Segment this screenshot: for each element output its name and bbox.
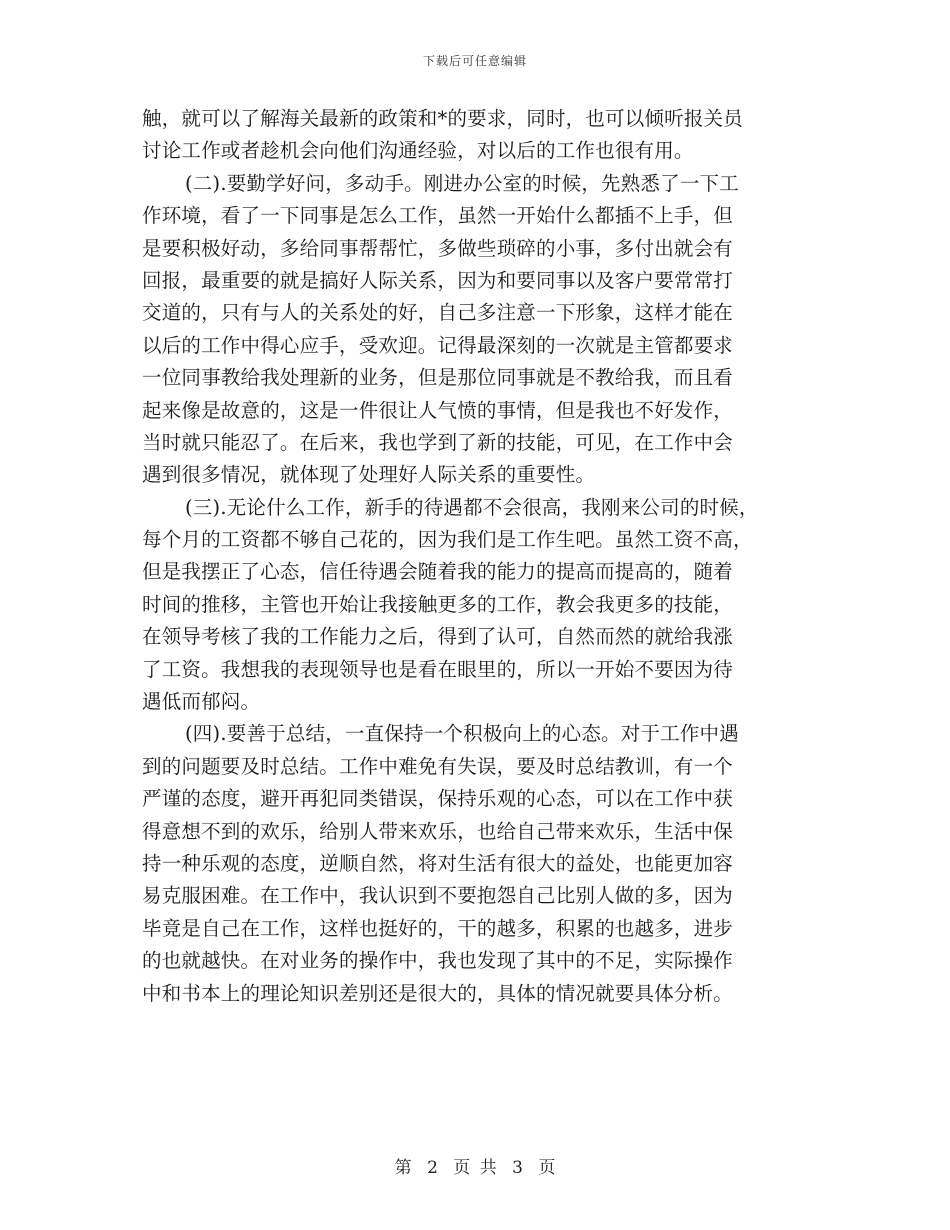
- paragraph-start-4: (四).要善于总结，一直保持一个积极向上的心态。对于工作中遇: [185, 722, 739, 746]
- text-line: 毕竟是自己在工作，这样也挺好的，干的越多，积累的也越多，进步: [142, 916, 734, 940]
- text-line: 中和书本上的理论知识差别还是很大的，具体的情况就要具体分析。: [142, 981, 734, 1005]
- text-line: 时间的推移，主管也开始让我接触更多的工作，教会我更多的技能，: [142, 592, 734, 616]
- text-line: 遇低而郁闷。: [142, 690, 261, 714]
- page-footer: [0, 1153, 950, 1178]
- text-line: 在领导考核了我的工作能力之后，得到了认可，自然而然的就给我涨: [142, 625, 734, 649]
- text-line: 持一种乐观的态度，逆顺自然，将对生活有很大的益处，也能更加容: [142, 851, 734, 875]
- page-header: 下载后可任意编辑: [422, 54, 527, 68]
- text-line: 每个月的工资都不够自己花的，因为我们是工作生吧。虽然工资不高，: [142, 528, 753, 552]
- paragraph-start-3: (三).无论什么工作，新手的待遇都不会很高，我刚来公司的时候，: [185, 495, 759, 519]
- text-line: 得意想不到的欢乐，给别人带来欢乐，也给自己带来欢乐，生活中保: [142, 819, 734, 843]
- paragraph-start-2: (二).要勤学好问，多动手。刚进办公室的时候，先熟悉了一下工: [185, 171, 739, 195]
- text-line: 严谨的态度，避开再犯同类错误，保持乐观的心态，可以在工作中获: [142, 787, 734, 811]
- text-line: 到的问题要及时总结。工作中难免有失误，要及时总结教训，有一个: [142, 754, 734, 778]
- text-line: 回报，最重要的就是搞好人际关系，因为和要同事以及客户要常常打: [142, 268, 734, 292]
- total-page-count: 3: [512, 1158, 523, 1178]
- footer-suffix: 页: [538, 1158, 556, 1178]
- footer-prefix: 第: [394, 1158, 412, 1178]
- document-body: [142, 103, 822, 1010]
- text-line: 讨论工作或者趁机会向他们沟通经验，对以后的工作也很有用。: [142, 139, 694, 163]
- text-line: 触，就可以了解海关最新的政策和*的要求，同时，也可以倾听报关员: [142, 107, 743, 130]
- footer-middle: 页 共: [453, 1158, 497, 1178]
- text-line: 一位同事教给我处理新的业务，但是那位同事就是不教给我，而且看: [142, 366, 734, 390]
- text-line: 的也就越快。在对业务的操作中，我也发现了其中的不足，实际操作: [142, 949, 734, 973]
- text-line: 作环境，看了一下同事是怎么工作，虽然一开始什么都插不上手，但: [142, 204, 734, 228]
- text-line: 遇到很多情况，就体现了处理好人际关系的重要性。: [142, 463, 596, 487]
- text-line: 交道的，只有与人的关系处的好，自己多注意一下形象，这样才能在: [142, 301, 734, 325]
- text-line: 当时就只能忍了。在后来，我也学到了新的技能，可见，在工作中会: [142, 430, 734, 454]
- text-line: 易克服困难。在工作中，我认识到不要抱怨自己比别人做的多，因为: [142, 884, 734, 908]
- text-line: 是要积极好动，多给同事帮帮忙，多做些琐碎的小事，多付出就会有: [142, 236, 734, 260]
- text-line: 但是我摆正了心态，信任待遇会随着我的能力的提高而提高的，随着: [142, 560, 734, 584]
- text-line: 起来像是故意的，这是一件很让人气愤的事情，但是我也不好发作，: [142, 398, 734, 422]
- text-line: 以后的工作中得心应手，受欢迎。记得最深刻的一次就是主管都要求: [142, 333, 734, 357]
- current-page-number: 2: [427, 1158, 438, 1178]
- text-line: 了工资。我想我的表现领导也是看在眼里的，所以一开始不要因为待: [142, 657, 734, 681]
